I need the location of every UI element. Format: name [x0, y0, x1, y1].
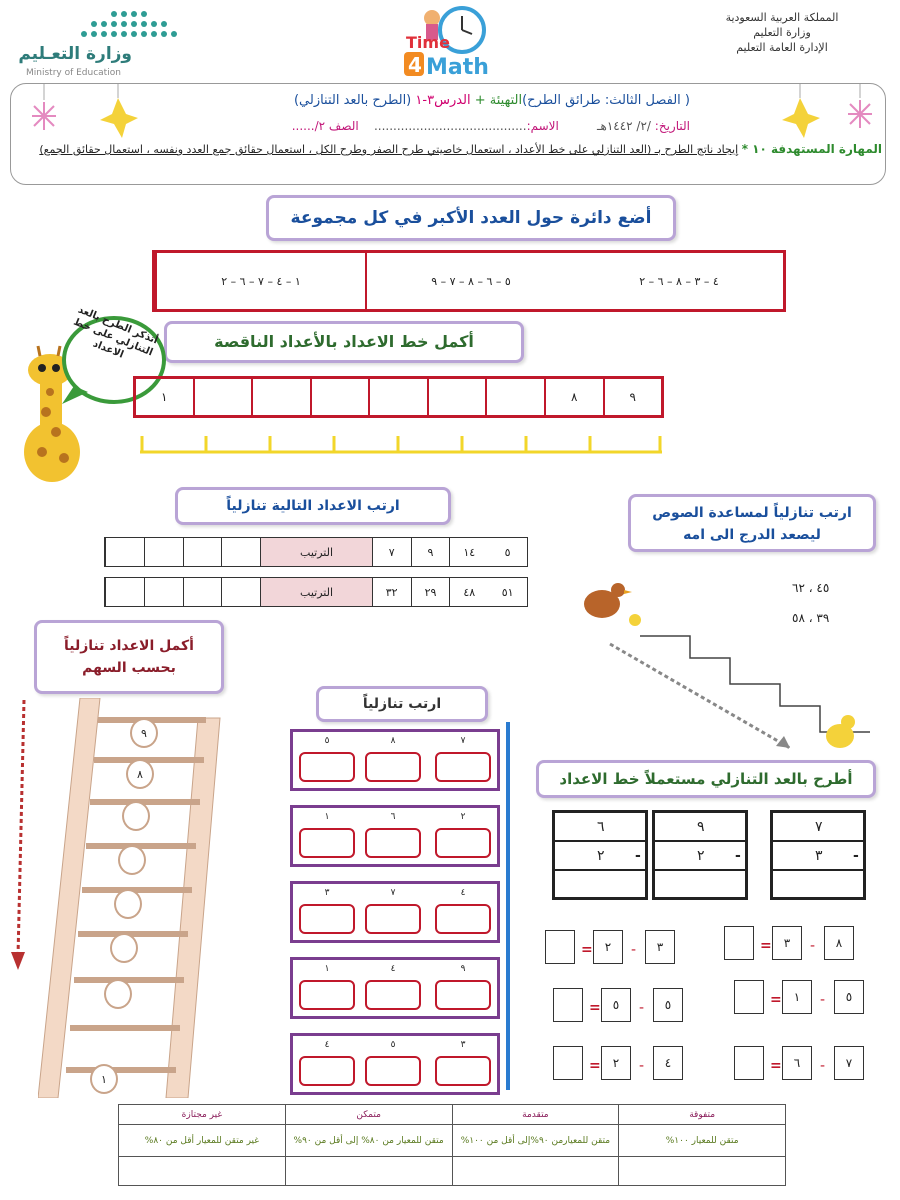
ladder-circle[interactable]: [110, 933, 138, 963]
subtraction-top-number: ٦: [597, 819, 605, 835]
sec4-title-line1: ارتب تنازلياً لمساعدة الصوص: [652, 505, 852, 521]
chick-small-icon: [629, 614, 641, 626]
descending-number: ٩: [460, 964, 466, 974]
descending-answer-box[interactable]: [299, 980, 355, 1010]
grade-field[interactable]: الصف ٢/......: [291, 119, 359, 133]
kingdom-line-3: الإدارة العامة التعليم: [736, 41, 828, 54]
minus-sign: -: [820, 1058, 826, 1074]
divider-line: [506, 722, 510, 1090]
minus-sign: -: [735, 848, 741, 864]
subtraction-sub-row: [655, 842, 745, 871]
equation-answer-box[interactable]: [553, 1046, 583, 1080]
number-group-2[interactable]: ٥ – ٦ – ٨ – ٧ – ٩: [365, 253, 575, 309]
equals-sign: =: [760, 938, 772, 954]
equation-minuend: ٣: [645, 930, 675, 964]
order2-answer-2[interactable]: [183, 578, 222, 606]
equation-answer-box[interactable]: [734, 980, 764, 1014]
descending-answer-box[interactable]: [435, 1056, 491, 1086]
descending-answer-box[interactable]: [435, 904, 491, 934]
minus-sign: -: [639, 1000, 645, 1016]
ladder-circle[interactable]: [114, 889, 142, 919]
subtraction-answer-row[interactable]: [773, 871, 863, 900]
ministry-logo: [12, 6, 172, 78]
equation-subtrahend: ٢: [601, 1046, 631, 1080]
name-field[interactable]: ........................................: [373, 119, 527, 133]
equation-answer-box[interactable]: [545, 930, 575, 964]
lesson-title: [294, 93, 690, 108]
order2-answer-4[interactable]: [105, 578, 144, 606]
equation-subtrahend: ٥: [601, 988, 631, 1022]
equation-subtrahend: ١: [782, 980, 812, 1014]
subtraction-column: [552, 810, 648, 900]
sec5-title: [34, 620, 224, 694]
equation-minuend: ٥: [653, 988, 683, 1022]
rubric-header-4: غير مجتازة: [119, 1105, 286, 1125]
descending-answer-box[interactable]: [365, 752, 421, 782]
order1-num-4: ٧: [372, 538, 411, 566]
subtraction-sub-row: [555, 842, 645, 871]
rubric-header-2: متقدمة: [452, 1105, 619, 1125]
stairs-illustration: [580, 576, 880, 756]
star-ornament-right-icon: [778, 84, 822, 140]
order2-num-2: ٤٨: [449, 578, 488, 606]
descending-answer-box[interactable]: [365, 980, 421, 1010]
subtraction-top-number: ٧: [815, 819, 823, 835]
number-line-cell[interactable]: [368, 379, 427, 415]
descending-answer-box[interactable]: [435, 752, 491, 782]
subtraction-equation: [724, 926, 864, 964]
ladder-circle[interactable]: ٨: [126, 759, 154, 789]
subtraction-top-row: [555, 813, 645, 842]
minus-sign: -: [639, 1058, 645, 1074]
order1-answer-3[interactable]: [144, 538, 183, 566]
subtraction-sub-number: ٢: [697, 848, 705, 864]
descending-group: [290, 881, 500, 943]
order1-num-3: ٩: [411, 538, 450, 566]
subtraction-top-row: [773, 813, 863, 842]
equation-subtrahend: ٢: [593, 930, 623, 964]
order1-answer-1[interactable]: [221, 538, 260, 566]
number-line-cell[interactable]: ٨: [544, 379, 603, 415]
descending-answer-box[interactable]: [435, 980, 491, 1010]
equation-minuend: ٥: [834, 980, 864, 1014]
chapter-text: ( الفصل الثالث: طرائق الطرح): [522, 93, 690, 108]
equals-sign: =: [770, 992, 782, 1008]
rubric-table: [118, 1104, 786, 1186]
order1-label: الترتيب: [260, 538, 371, 566]
sec2-title: أكمل خط الاعداد بالأعداد الناقصة: [164, 321, 524, 363]
order2-answer-1[interactable]: [221, 578, 260, 606]
subtraction-column: [770, 810, 866, 900]
date-value: /٢/ ١٤٤٢هـ: [596, 119, 651, 133]
descending-answer-box[interactable]: [435, 828, 491, 858]
name-label: الاسم:: [526, 119, 559, 133]
number-group-3[interactable]: ١ – ٤ – ٧ – ٦ – ٢: [155, 253, 365, 309]
rubric-mark-3[interactable]: [285, 1157, 452, 1186]
descending-group: [290, 805, 500, 867]
descending-number: ٥: [324, 736, 330, 746]
descending-number: ٤: [460, 888, 466, 898]
number-line-cell[interactable]: ٩: [603, 379, 662, 415]
number-line-boxes: [133, 376, 664, 418]
order1-num-1: ٥: [504, 545, 511, 559]
skill-text: إيجاد ناتج الطرح بـ (العد التنازلي على خط الأعداد ، استعمال خاصيتي طرح الصفر وطرح الكل ، استعمال حقائق جمع العدد ونفسه ، استعمال حقائق الجمع): [39, 143, 739, 156]
stairs-numbers-2: ٣٩ ، ٥٨: [792, 611, 830, 625]
equals-sign: =: [589, 1058, 601, 1074]
rubric-mark-2[interactable]: [452, 1157, 619, 1186]
sec3-title: ارتب الاعداد التالية تنازلياً: [175, 487, 451, 525]
clock-icon: [402, 2, 494, 80]
equation-minuend: ٧: [834, 1046, 864, 1080]
number-line-cell[interactable]: [251, 379, 310, 415]
subtraction-sub-number: ٣: [815, 848, 823, 864]
equals-sign: =: [581, 942, 593, 958]
descending-answer-box[interactable]: [299, 904, 355, 934]
order2-answer-3[interactable]: [144, 578, 183, 606]
equation-subtrahend: ٦: [782, 1046, 812, 1080]
subtraction-equation: [553, 1046, 693, 1084]
equation-minuend: ٤: [653, 1046, 683, 1080]
sec4-title-line2: ليصعد الدرج الى امه: [683, 527, 821, 543]
rubric-mark-1[interactable]: [619, 1157, 786, 1186]
rubric-desc-4: غير متقن للمعيار أقل من ٨٠%: [119, 1125, 286, 1157]
ministry-name-en: Ministry of Education: [26, 68, 121, 78]
descending-number: ١: [324, 812, 330, 822]
number-line-cell[interactable]: [193, 379, 252, 415]
snowflake-ornament-icon: [28, 84, 78, 144]
sec5-title-line2: بحسب السهم: [82, 660, 176, 676]
giraffe-speech-bubble: أتذكر الطرح بالعد التنازلي على خط الاعداد: [71, 304, 160, 361]
minus-sign: -: [820, 992, 826, 1008]
descending-number: ٣: [324, 888, 330, 898]
descending-number: ٣: [460, 1040, 466, 1050]
rubric-desc-1: متقن للمعيار ١٠٠%: [619, 1125, 786, 1157]
minus-sign: -: [635, 848, 641, 864]
skill-label: المهارة المستهدفة ١٠ *: [741, 142, 882, 156]
subtraction-equation: [734, 1046, 874, 1084]
descending-group: [290, 957, 500, 1019]
number-line-cell[interactable]: [427, 379, 486, 415]
rubric-mark-4[interactable]: [119, 1157, 286, 1186]
minus-sign: -: [853, 848, 859, 864]
subtraction-equation: [734, 980, 874, 1018]
order-table-2: [104, 577, 528, 607]
order2-num-3: ٢٩: [411, 578, 450, 606]
warmup-text: التهيئة +: [474, 93, 523, 108]
order1-num-2: ١٤: [449, 538, 488, 566]
equals-sign: =: [770, 1058, 782, 1074]
stairs-numbers-1: ٤٥ ، ٦٢: [792, 581, 830, 595]
descending-number: ٤: [324, 1040, 330, 1050]
lesson-name: (الطرح بالعد التنازلي): [293, 93, 412, 108]
number-line-cell[interactable]: [485, 379, 544, 415]
order-table-1: [104, 537, 528, 567]
ladder-circle[interactable]: [104, 979, 132, 1009]
number-line-cell[interactable]: ١: [161, 390, 168, 404]
logo-math-text: Math: [426, 55, 489, 80]
equation-answer-box[interactable]: [724, 926, 754, 960]
ladder-circle[interactable]: ٩: [130, 718, 158, 748]
subtraction-answer-row[interactable]: [555, 871, 645, 900]
rubric-desc-2: متقن للمعيارمن ٩٠%إلى أقل من ١٠٠%: [452, 1125, 619, 1157]
target-skill: [22, 141, 882, 158]
rubric-header-1: متفوقة: [619, 1105, 786, 1125]
kingdom-header: [682, 10, 882, 55]
descending-answer-box[interactable]: [365, 904, 421, 934]
equation-answer-box[interactable]: [553, 988, 583, 1022]
number-group-1[interactable]: ٤ – ٣ – ٨ – ٦ – ٢: [639, 274, 719, 288]
number-line-cell[interactable]: [310, 379, 369, 415]
ministry-name-ar: وزارة التعـليم: [18, 44, 132, 64]
sec1-title: أضع دائرة حول العدد الأكبر في كل مجموعة: [266, 195, 676, 241]
equals-sign: =: [589, 1000, 601, 1016]
logo-time-text: Time: [406, 33, 450, 52]
descending-number: ٨: [390, 736, 396, 746]
snowflake-ornament-right-icon: [840, 84, 880, 140]
subtraction-sub-row: [773, 842, 863, 871]
order2-num-1: ٥١: [501, 585, 514, 599]
equation-subtrahend: ٣: [772, 926, 802, 960]
sec6-title: ارتب تنازلياً: [316, 686, 488, 722]
order2-label: الترتيب: [260, 578, 371, 606]
descending-number: ٢: [460, 812, 466, 822]
subtraction-top-row: [655, 813, 745, 842]
subtraction-sub-number: ٢: [597, 848, 605, 864]
descending-answer-box[interactable]: [365, 1056, 421, 1086]
number-groups: [152, 250, 786, 312]
subtraction-top-number: ٩: [697, 819, 705, 835]
kingdom-line-1: المملكة العربية السعودية: [725, 11, 839, 24]
order2-num-4: ٣٢: [372, 578, 411, 606]
descending-number: ٧: [390, 888, 396, 898]
kingdom-line-2: وزارة التعليم: [753, 26, 811, 39]
descending-number: ٧: [460, 736, 466, 746]
descending-number: ١: [324, 964, 330, 974]
descending-number: ٦: [390, 812, 396, 822]
descending-answer-box[interactable]: [299, 828, 355, 858]
down-arrow-icon: [8, 700, 38, 972]
descending-answer-box[interactable]: [299, 752, 355, 782]
sec4-title: [628, 494, 876, 552]
ladder-circle[interactable]: ١: [90, 1064, 118, 1094]
minus-sign: -: [631, 942, 637, 958]
ladder-circle[interactable]: [118, 845, 146, 875]
time4math-logo: [402, 2, 494, 80]
sec7-title: أطرح بالعد التنازلي مستعملاً خط الاعداد: [536, 760, 876, 798]
rubric-desc-3: متقن للمعيار من ٨٠% إلى أقل من ٩٠%: [285, 1125, 452, 1157]
equation-minuend: ٨: [824, 926, 854, 960]
sec5-title-line1: أكمل الاعداد تنازلياً: [64, 638, 194, 654]
number-line-ticks: [140, 436, 662, 454]
minus-sign: -: [810, 938, 816, 954]
descending-group: [290, 1033, 500, 1095]
equation-answer-box[interactable]: [734, 1046, 764, 1080]
subtraction-column: [652, 810, 748, 900]
descending-number: ٥: [390, 1040, 396, 1050]
rubric-header-3: متمكن: [285, 1105, 452, 1125]
ministry-dots-icon: [74, 10, 184, 44]
student-info-line: [292, 119, 690, 133]
subtraction-equation: [545, 930, 685, 968]
star-ornament-icon: [96, 84, 140, 140]
subtraction-equation: [553, 988, 693, 1026]
descending-number: ٤: [390, 964, 396, 974]
lesson-number: الدرس٣-١: [411, 93, 475, 108]
order1-answer-2[interactable]: [183, 538, 222, 566]
ladder-circle[interactable]: [122, 801, 150, 831]
descending-answer-box[interactable]: [299, 1056, 355, 1086]
order1-answer-4[interactable]: [105, 538, 144, 566]
subtraction-answer-row[interactable]: [655, 871, 745, 900]
descending-answer-box[interactable]: [365, 828, 421, 858]
date-label: التاريخ:: [654, 119, 690, 133]
descending-group: [290, 729, 500, 791]
logo-four-text: 4: [408, 53, 422, 77]
